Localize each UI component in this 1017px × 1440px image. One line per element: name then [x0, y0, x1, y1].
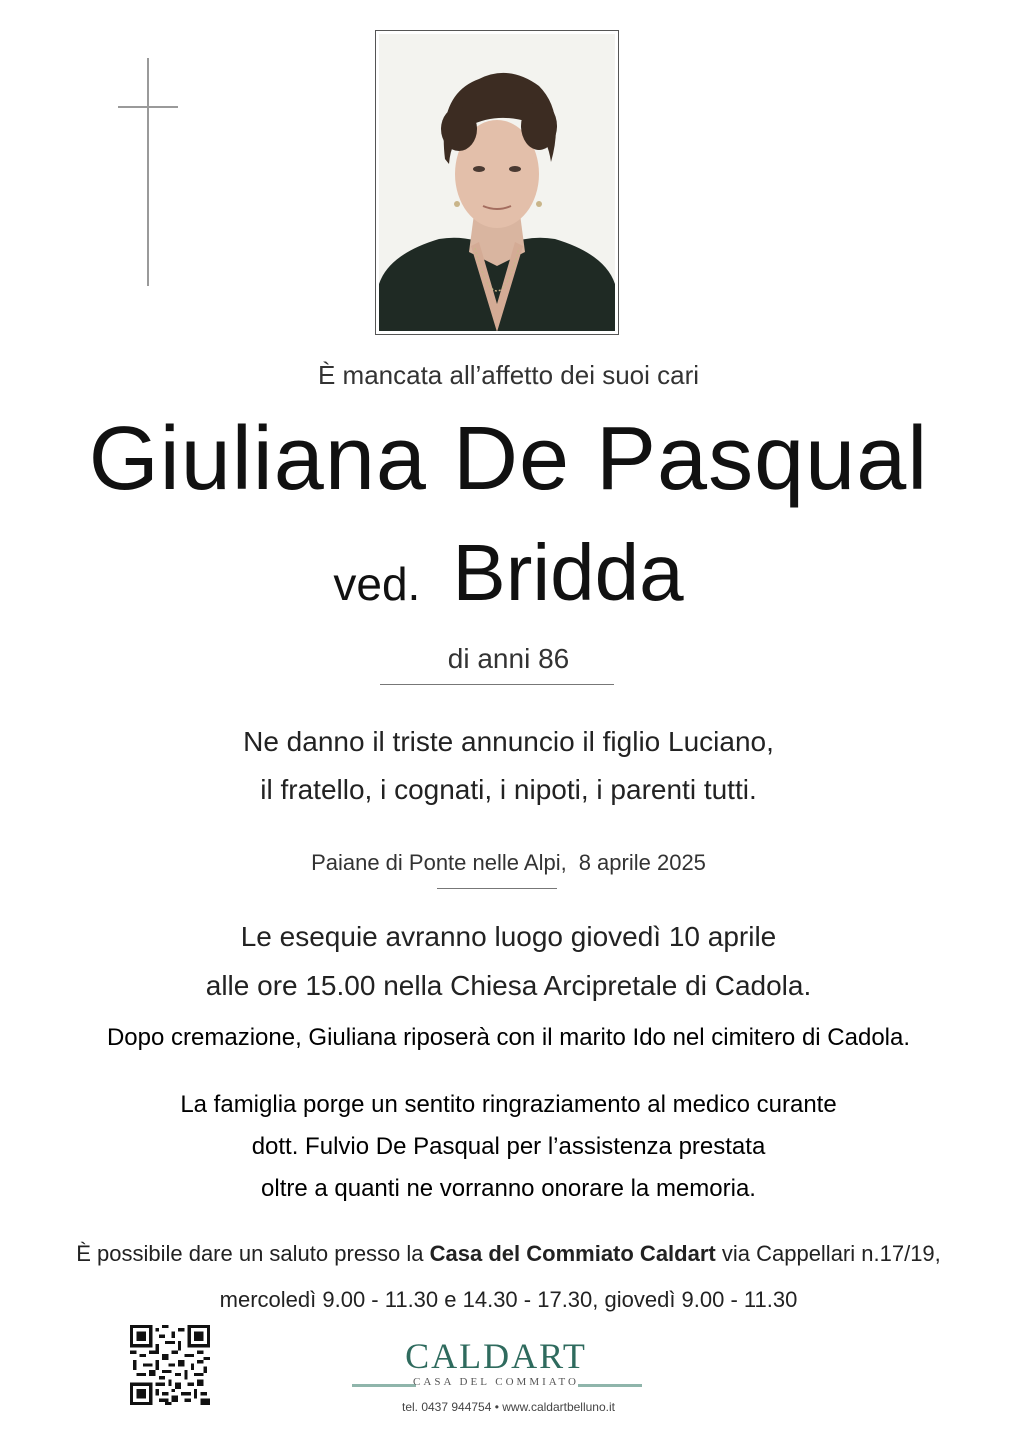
portrait-photo: [375, 30, 619, 335]
announcement-line: il fratello, i cognati, i nipoti, i parenti tutti.: [260, 774, 757, 805]
caldart-logo[interactable]: [350, 1338, 642, 1388]
announcement-line: Ne danno il triste annuncio il figlio Luciano,: [243, 726, 774, 757]
qr-code-icon[interactable]: [130, 1325, 210, 1405]
married-name: Bridda: [452, 528, 684, 617]
thanks-line: oltre a quanti ne vorranno onorare la memoria.: [261, 1175, 756, 1202]
deceased-name: Giuliana De Pasqual: [88, 409, 929, 509]
divider: [380, 684, 614, 685]
visit-place-name: Casa del Commiato Caldart: [429, 1241, 716, 1266]
visit-after: via Cappellari n.17/19,: [721, 1241, 941, 1266]
cross-icon: [147, 58, 149, 286]
logo-name: CALDART: [405, 1336, 587, 1376]
thanks-text: [0, 1084, 1017, 1210]
intro-text: È mancata all’affetto dei suoi cari: [317, 360, 700, 390]
age-text: di anni 86: [447, 643, 570, 674]
announcement: [0, 718, 1017, 814]
date: 8 aprile 2025: [578, 850, 706, 875]
divider: [437, 888, 557, 889]
logo-subtitle: CASA DEL COMMIATO: [413, 1376, 579, 1388]
logo-contact: tel. 0437 944754 • www.caldartbelluno.it: [401, 1400, 615, 1414]
funeral-line: alle ore 15.00 nella Chiesa Arcipretale di Cadola.: [205, 970, 812, 1001]
funeral-line: Le esequie avranno luogo giovedì 10 aprile: [240, 921, 777, 952]
visit-info: [0, 1231, 1017, 1323]
funeral-info: [0, 912, 1017, 1010]
cremation-text: Dopo cremazione, Giuliana riposerà con il marito Ido nel cimitero di Cadola.: [106, 1024, 911, 1051]
place-date: [0, 850, 1017, 876]
thanks-line: dott. Fulvio De Pasqual per l’assistenza prestata: [251, 1133, 766, 1160]
cross-icon-bar: [118, 106, 178, 108]
place: Paiane di Ponte nelle Alpi,: [311, 850, 567, 875]
visit-before: È possibile dare un saluto presso la: [76, 1241, 424, 1266]
thanks-line: La famiglia porge un sentito ringraziamento al medico curante: [180, 1091, 837, 1118]
married-prefix: ved.: [333, 558, 421, 610]
married-name-line: [0, 525, 1017, 621]
visit-line: [0, 1231, 1017, 1277]
visit-hours: mercoledì 9.00 - 11.30 e 14.30 - 17.30, giovedì 9.00 - 11.30: [219, 1287, 798, 1312]
